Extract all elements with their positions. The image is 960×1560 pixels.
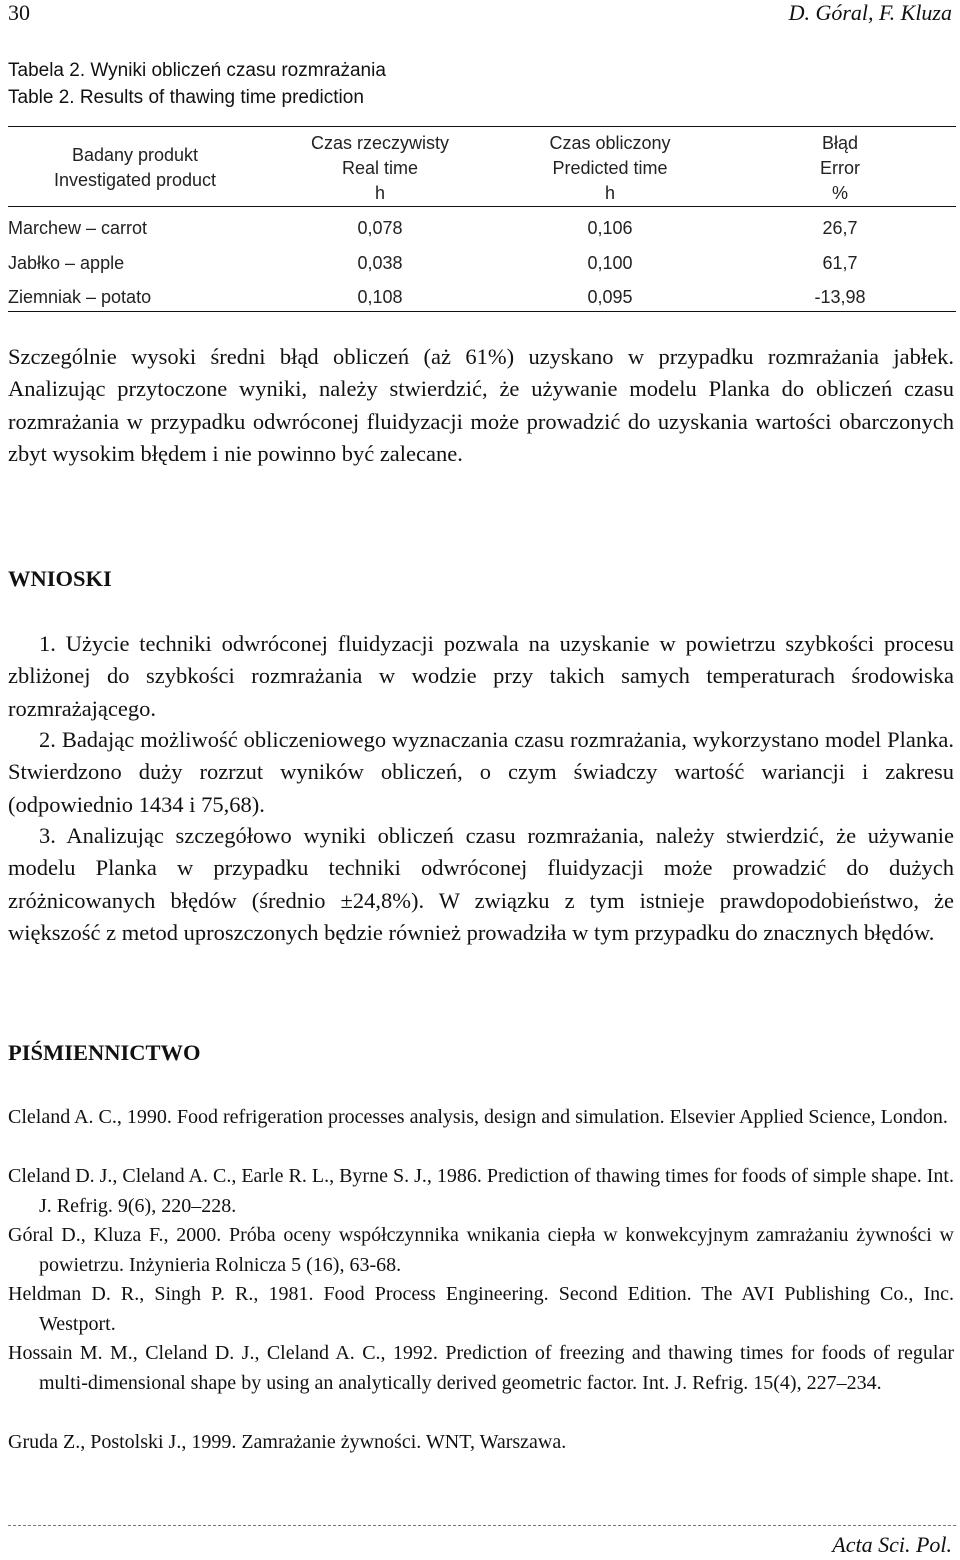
col-header-predicted-time: Czas obliczony Predicted time h [549, 133, 671, 203]
reference-item: Hossain M. M., Cleland D. J., Cleland A. C., 1992. Prediction of freezing and thawing times for foods of regular multi-dimensional shape by using an analytically derived geometric factor. Int. J. Refrig. 15(4), 227–234. [8, 1342, 954, 1394]
col-header-product: Badany produkt Investigated product [53, 145, 217, 190]
running-header-authors: D. Góral, F. Kluza [788, 0, 952, 25]
conclusions-heading: WNIOSKI [8, 566, 112, 591]
journal-name: Acta Sci. Pol. [832, 1532, 952, 1557]
reference-item: Heldman D. R., Singh P. R., 1981. Food Process Engineering. Second Edition. The AVI Publishing Co., Inc. Westport. [8, 1283, 954, 1335]
reference-item: Gruda Z., Postolski J., 1999. Zamrażanie żywności. WNT, Warszawa. [8, 1431, 567, 1453]
table-header-rule [8, 206, 956, 207]
col-header-real-time: Czas rzeczywisty Real time h [310, 133, 449, 203]
table-caption-en: Table 2. Results of thawing time prediction [8, 87, 364, 108]
body-paragraph: Szczególnie wysoki średni błąd obliczeń (aż 61%) uzyskano w przypadku rozmrażania jabłek. Analizując przytoczone wyniki, należy stwierdzić, że używanie modelu Planka do obliczeń czasu rozmrażania w przypadku odwróconej fluidyzacji może prowadzić do uzyskania wartości obarczonych zbyt wysokim błędem i nie powinno być zalecane. [8, 344, 954, 466]
col-header-error: Błąd Error % [820, 133, 860, 203]
conclusion-item-1: 1. Użycie techniki odwróconej fluidyzacji pozwala na uzyskanie w powietrzu szybkości procesu zbliżonej do szybkości rozmrażania w wodzie przy takich samych temperaturach środowiska rozmrażającego. [8, 631, 954, 721]
conclusion-item-2: 2. Badając możliwość obliczeniowego wyznaczania czasu rozmrażania, wykorzystano model Planka. Stwierdzono duży rozrzut wyników obliczeń, o czym świadczy wartość wariancji i zakresu (odpowiednio 1434 i 75,68). [8, 727, 954, 817]
conclusion-item-3: 3. Analizując szczegółowo wyniki obliczeń czasu rozmrażania, należy stwierdzić, że używanie modelu Planka w przypadku techniki odwróconej fluidyzacji może prowadzić do dużych zróżnicowanych błędów (średnio ±24,8%). W związku z tym istnieje prawdopodobieństwo, że większość z metod uproszczonych będzie również prowadziła w tym przypadku do znacznych błędów. [8, 823, 954, 945]
table-top-rule [8, 126, 956, 127]
reference-item: Cleland A. C., 1990. Food refrigeration processes analysis, design and simulation. Elsevier Applied Science, London. [8, 1106, 948, 1128]
reference-item: Góral D., Kluza F., 2000. Próba oceny współczynnika wnikania ciepła w konwekcyjnym zamrażaniu żywności w powietrzu. Inżynieria Rolnicza 5 (16), 63-68. [8, 1224, 954, 1276]
page-number: 30 [8, 0, 30, 25]
references-heading: PIŚMIENNICTWO [8, 1040, 201, 1065]
footer-rule [8, 1525, 956, 1526]
reference-item: Cleland D. J., Cleland A. C., Earle R. L., Byrne S. J., 1986. Prediction of thawing times for foods of simple shape. Int. J. Refrig. 9(6), 220–228. [8, 1165, 954, 1217]
table-bottom-rule [8, 311, 956, 312]
table-caption-pl: Tabela 2. Wyniki obliczeń czasu rozmrażania [8, 60, 386, 81]
